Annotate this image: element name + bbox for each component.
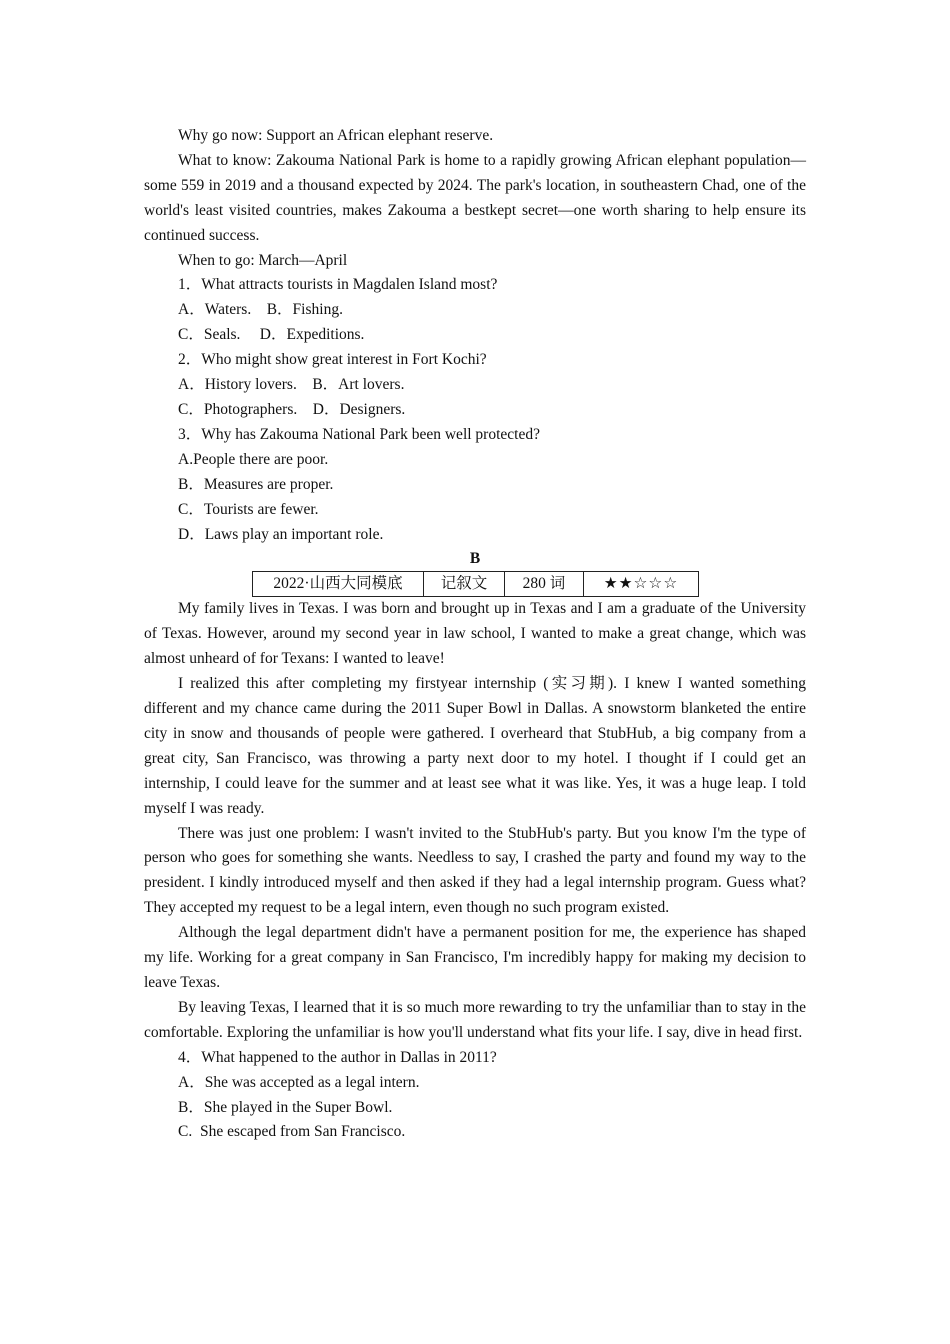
- word-count-cell: 280 词: [505, 572, 584, 597]
- passage-info-table: [252, 571, 699, 597]
- question-1: [144, 273, 806, 348]
- what-to-know-paragraph: What to know: Zakouma National Park is home to a rapidly growing African elephant population—some 559 in 2019 and a thousand expected by 2024. The park's location, in southeastern Chad, one of the world's least visited countries, makes Zakouma a bestkept secret—one worth sharing to help ensure its continued success.: [144, 151, 806, 244]
- option-line: A.People there are poor.: [178, 450, 329, 468]
- question-3: [144, 423, 806, 548]
- question-stem: 4．What happened to the author in Dallas in 2011?: [178, 1048, 497, 1066]
- passage-paragraph: I realized this after completing my firstyear internship (实习期). I knew I wanted something different and my chance came during the 2011 Super Bowl in Dallas. A snowstorm blanketed the entire city in snow and thousands of people were gathered. I overheard that StubHub, a big company from a great city, San Francisco, was throwing a party next door to my hotel. I thought if I could get an internship, I could leave for the summer and at least see what it was like. Yes, it was a huge leap. I told myself I was ready.: [144, 675, 806, 817]
- passage-paragraph: By leaving Texas, I learned that it is so much more rewarding to try the unfamiliar than to stay in the comfortable. Exploring the unfamiliar is how you'll understand what fits your life. I say, dive in head first.: [144, 998, 806, 1041]
- question-2: [144, 348, 806, 423]
- section-b-title: B: [469, 550, 481, 568]
- when-to-go-line: When to go: March—April: [178, 251, 348, 269]
- passage-paragraph: Although the legal department didn't have a permanent position for me, the experience has shaped my life. Working for a great company in San Francisco, I'm incredibly happy for making my decision to leave Texas.: [144, 924, 806, 991]
- option-line: A．She was accepted as a legal intern.: [178, 1073, 420, 1091]
- question-stem: 3．Why has Zakouma National Park been well protected?: [178, 425, 540, 443]
- option-line: B．Measures are proper.: [178, 475, 334, 493]
- why-go-line: Why go now: Support an African elephant reserve.: [178, 127, 494, 144]
- option-line: C．Photographers. D．Designers.: [178, 400, 406, 418]
- option-line: C．Tourists are fewer.: [178, 500, 319, 518]
- question-4: [144, 1046, 806, 1146]
- difficulty-stars: ★★☆☆☆: [584, 572, 699, 597]
- option-line: A．Waters. B．Fishing.: [178, 301, 343, 319]
- passage-paragraph: My family lives in Texas. I was born and brought up in Texas and I am a graduate of the University of Texas. However, around my second year in law school, I wanted to make a great change, which was almost unheard of for Texans: I wanted to leave!: [144, 600, 806, 668]
- source-cell: 2022·山西大同模底: [253, 572, 424, 597]
- option-line: C．Seals. D．Expeditions.: [178, 326, 365, 344]
- passage-paragraph: There was just one problem: I wasn't invited to the StubHub's party. But you know I'm the type of person who goes for something she wants. Needless to say, I crashed the party and found my way to the president. I kindly introduced myself and then asked if they had a legal internship program. Guess what? They accepted my request to be a legal intern, even though no such program existed.: [144, 824, 806, 917]
- genre-cell: 记叙文: [424, 572, 505, 597]
- option-line: D．Laws play an important role.: [178, 525, 384, 543]
- option-line: B．She played in the Super Bowl.: [178, 1098, 393, 1116]
- question-stem: 1．What attracts tourists in Magdalen Island most?: [178, 276, 498, 294]
- option-line: A．History lovers. B．Art lovers.: [178, 376, 405, 394]
- question-stem: 2．Who might show great interest in Fort Kochi?: [178, 351, 487, 369]
- document-content: [144, 124, 806, 1145]
- option-line: C. She escaped from San Francisco.: [178, 1123, 406, 1141]
